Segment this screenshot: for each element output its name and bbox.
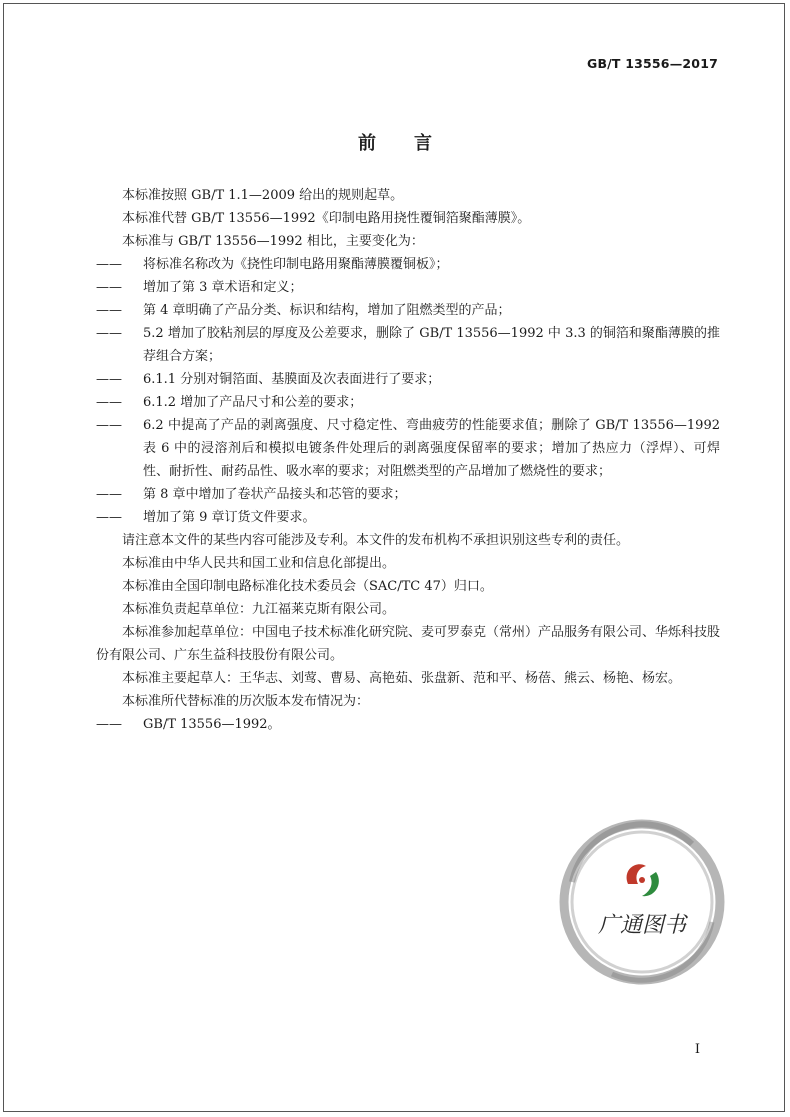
seal-brush-ring [564, 824, 720, 980]
paragraph-text: 6.1.1 分别对铜箔面、基膜面及次表面进行了要求； [143, 372, 441, 387]
list-item [96, 506, 720, 529]
paragraph-text: 本标准代替 GB/T 13556—1992《印制电路用挠性覆铜箔聚酯薄膜》。 [122, 211, 531, 226]
list-item [96, 253, 720, 276]
seal-emblem-icon [627, 864, 659, 896]
paragraph-text: 增加了第 9 章订货文件要求。 [143, 510, 316, 525]
paragraph [96, 690, 720, 713]
publisher-seal [552, 812, 732, 992]
paragraph-text: 将标准名称改为《挠性印制电路用聚酯薄膜覆铜板》； [143, 257, 449, 272]
paragraph-text: 本标准负责起草单位：九江福莱克斯有限公司。 [122, 602, 396, 617]
paragraph-text: 本标准由全国印制电路标准化技术委员会（SAC/TC 47）归口。 [122, 579, 493, 594]
title-part-2: 言 [414, 133, 432, 154]
list-item [96, 276, 720, 299]
paragraph-text: 本标准与 GB/T 13556—1992 相比，主要变化为： [122, 234, 424, 249]
foreword-body [96, 184, 720, 736]
list-dash: —— [96, 418, 122, 433]
list-item [96, 483, 720, 506]
standard-number: GB/T 13556—2017 [586, 56, 718, 71]
list-item [96, 414, 720, 483]
list-dash: —— [96, 717, 122, 732]
paragraph [96, 230, 720, 253]
paragraph-text: 5.2 增加了胶粘剂层的厚度及公差要求，删除了 GB/T 13556—1992 中 3.3 的铜箔和聚酯薄膜的推荐组合方案； [143, 326, 720, 364]
paragraph [96, 552, 720, 575]
list-dash: —— [96, 372, 122, 387]
paragraph [96, 621, 720, 667]
paragraph-text: 本标准由中华人民共和国工业和信息化部提出。 [122, 556, 396, 571]
paragraph-text: 6.2 中提高了产品的剥离强度、尺寸稳定性、弯曲疲劳的性能要求值；删除了 GB/T 13556—1992 表 6 中的浸溶剂后和模拟电镀条件处理后的剥离强度保留率的要求；增加了热应力（浮焊）、可焊性、耐折性、耐药品性、吸水率的要求；对阻燃类型的产品增加了燃烧性的要求； [143, 418, 720, 479]
paragraph-text: 本标准参加起草单位：中国电子技术标准化研究院、麦可罗泰克（常州）产品服务有限公司、华烁科技股份有限公司、广东生益科技股份有限公司。 [96, 625, 721, 663]
list-item [96, 368, 720, 391]
list-dash: —— [96, 326, 122, 341]
list-dash: —— [96, 510, 122, 525]
paragraph-text: 6.1.2 增加了产品尺寸和公差的要求； [143, 395, 363, 410]
paragraph-text: 请注意本文件的某些内容可能涉及专利。本文件的发布机构不承担识别这些专利的责任。 [122, 533, 630, 548]
page-title [0, 129, 790, 155]
paragraph [96, 529, 720, 552]
list-dash: —— [96, 395, 122, 410]
list-dash: —— [96, 303, 122, 318]
paragraph [96, 184, 720, 207]
list-dash: —— [96, 487, 122, 502]
paragraph-text: 本标准所代替标准的历次版本发布情况为： [122, 694, 370, 709]
paragraph-text: 本标准按照 GB/T 1.1—2009 给出的规则起草。 [122, 188, 404, 203]
paragraph-text: GB/T 13556—1992。 [143, 717, 281, 732]
paragraph [96, 207, 720, 230]
paragraph [96, 598, 720, 621]
page-number: I [694, 1042, 700, 1057]
list-item [96, 322, 720, 368]
title-part-1: 前 [358, 133, 376, 154]
list-item [96, 713, 720, 736]
list-item [96, 391, 720, 414]
paragraph [96, 575, 720, 598]
list-dash: —— [96, 257, 122, 272]
paragraph-text: 增加了第 3 章术语和定义； [143, 280, 303, 295]
paragraph [96, 667, 720, 690]
paragraph-text: 第 4 章明确了产品分类、标识和结构，增加了阻燃类型的产品； [143, 303, 511, 318]
paragraph-text: 本标准主要起草人：王华志、刘莺、曹易、高艳茹、张盘新、范和平、杨蓓、熊云、杨艳、杨宏。 [122, 671, 682, 686]
paragraph-text: 第 8 章中增加了卷状产品接头和芯管的要求； [143, 487, 407, 502]
list-item [96, 299, 720, 322]
list-dash: —— [96, 280, 122, 295]
seal-text: 广通图书 [597, 913, 687, 938]
